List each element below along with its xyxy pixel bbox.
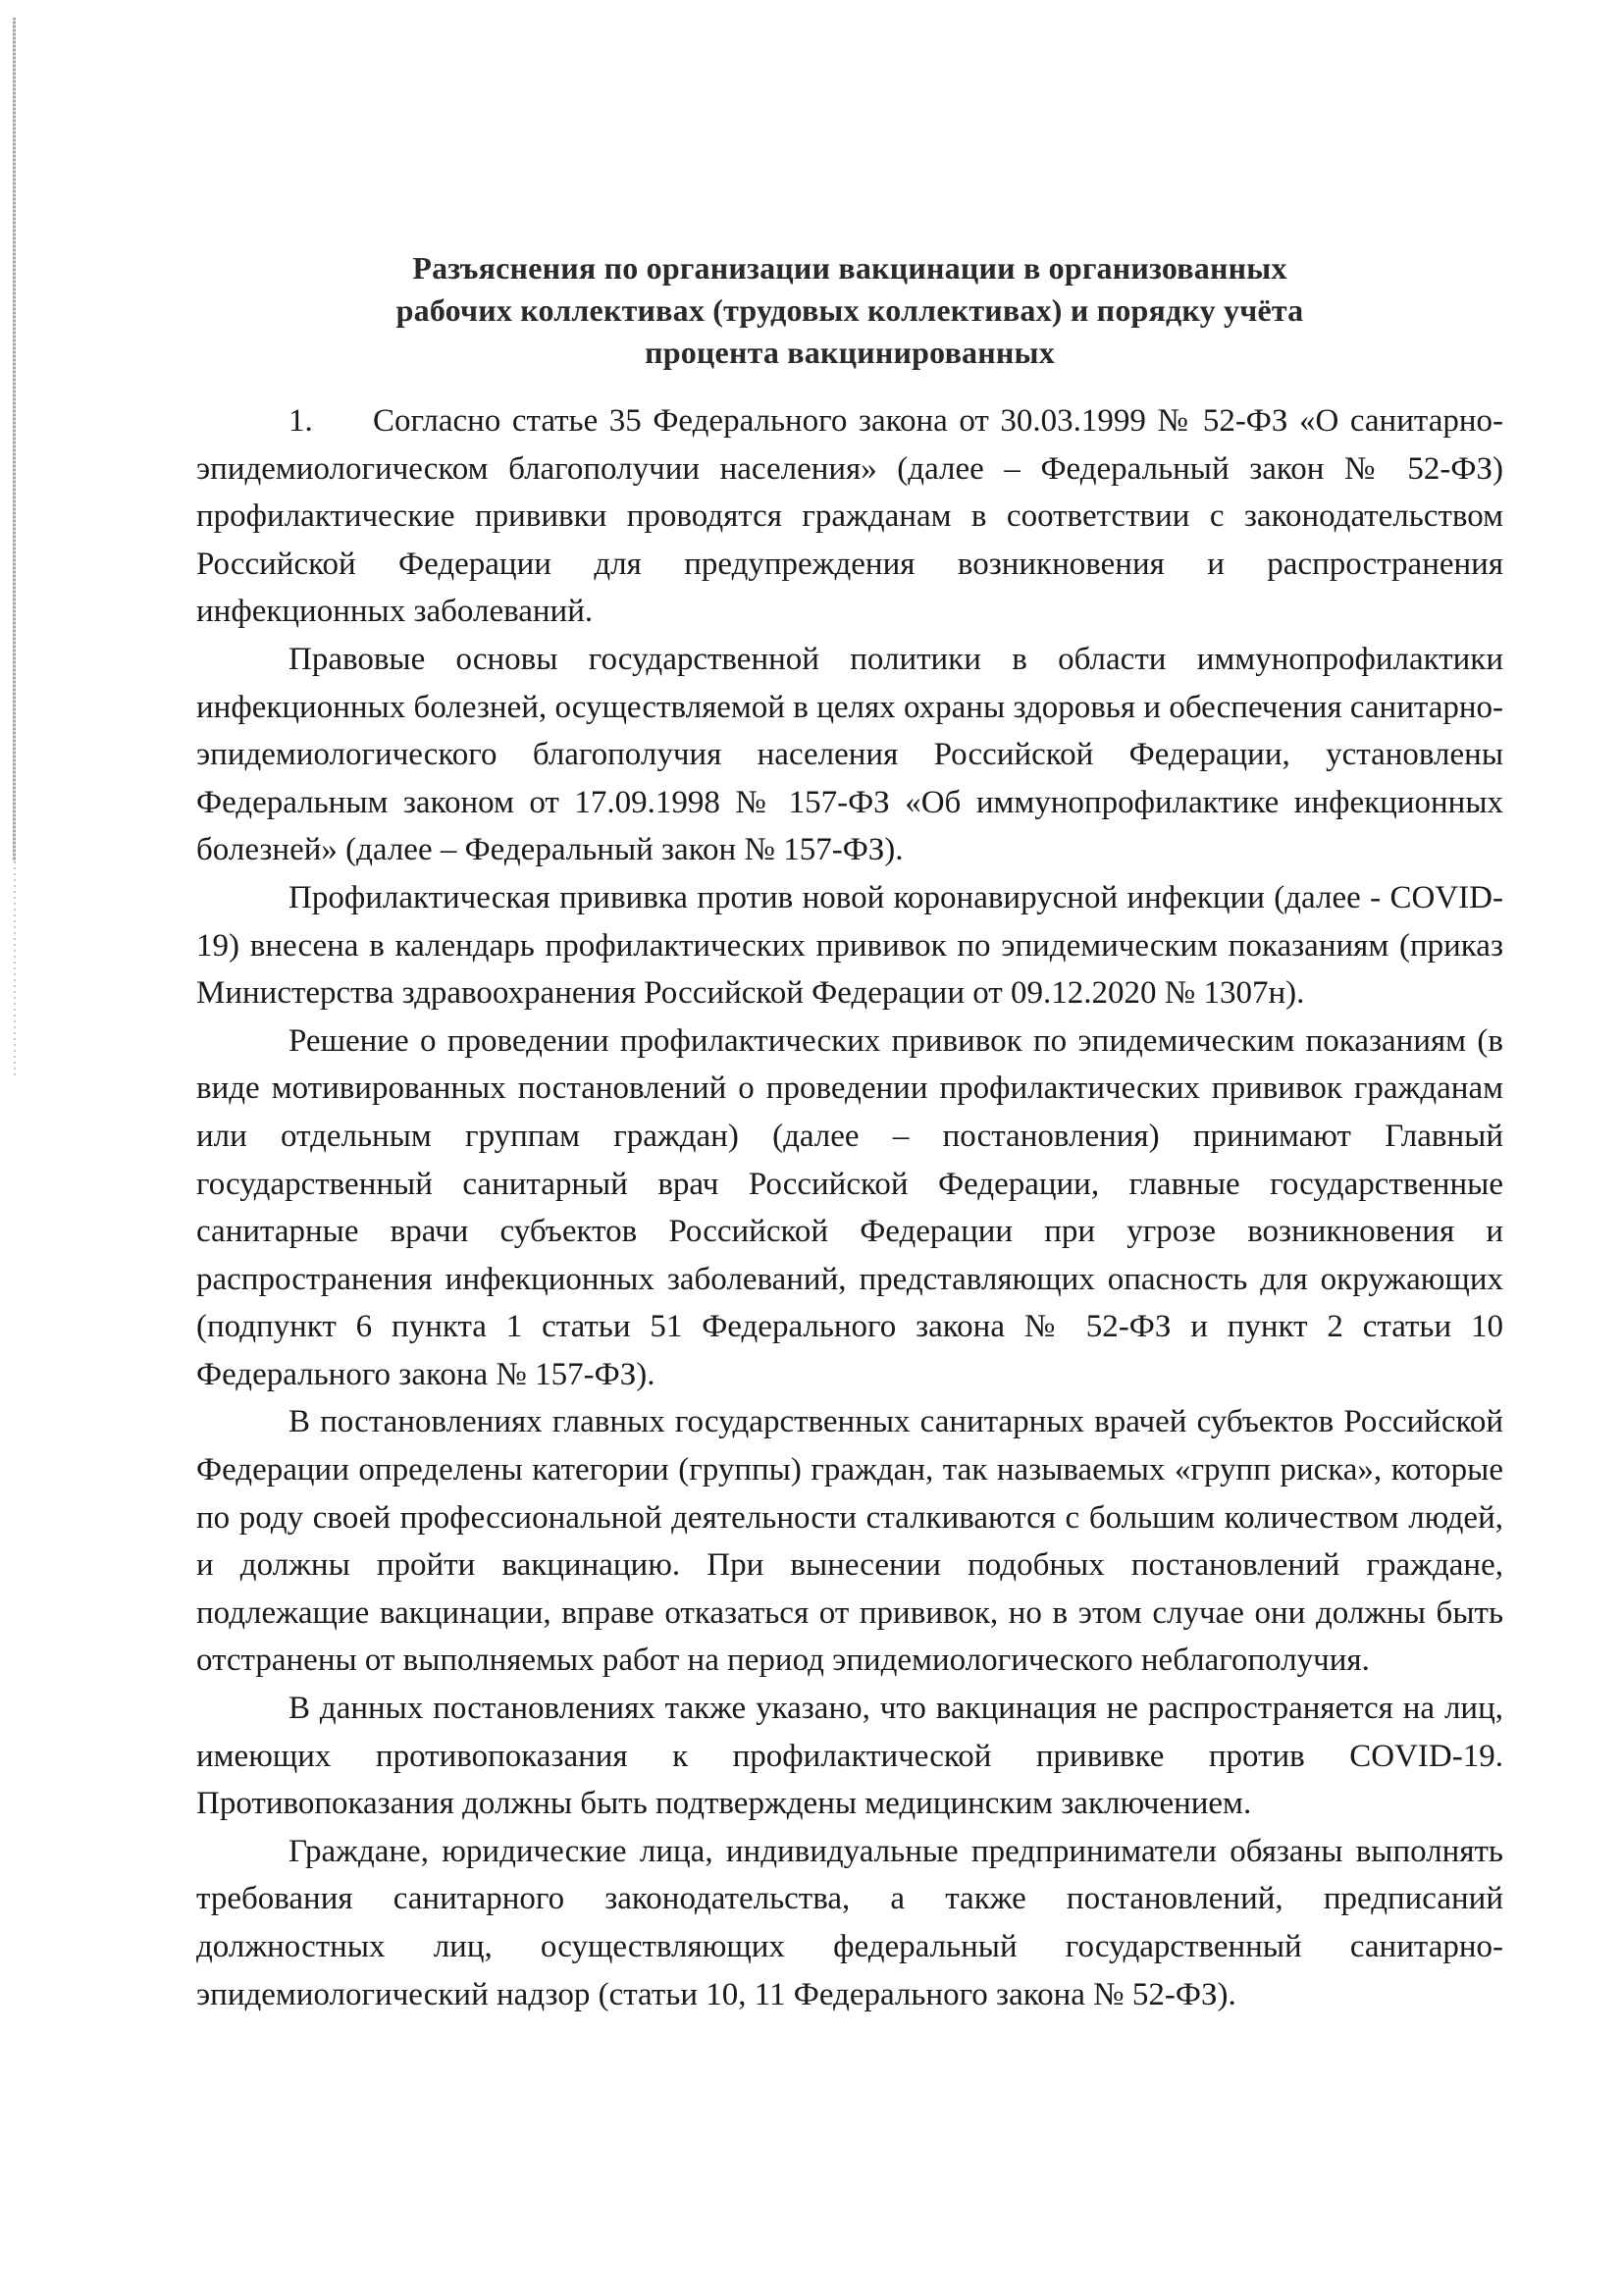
paragraph-5: В постановлениях главных государственных санитарных врачей субъектов Российской Федерации определены категории (группы) граждан, так называемых «групп риска», которые по роду своей профессиональной деятельности сталкиваются с большим количеством людей, и должны пройти вакцинацию. При вынесении подобных постановлений граждане, подлежащие вакцинации, вправе отказаться от прививок, но в этом случае они должны быть отстранены от выполняемых работ на период эпидемиологического неблагополучия. xyxy=(196,1404,1503,1679)
paragraph-text: Согласно статье 35 Федерального закона от 30.03.1999 № 52-ФЗ «О санитарно-эпидемиологическом благополучии населения» (далее – Федеральный закон № 52-ФЗ) профилактические прививки проводятся гражданам в соответствии с законодательством Российской Федерации для предупреждения возникновения и распространения инфекционных заболеваний. xyxy=(196,403,1503,630)
document-title xyxy=(196,247,1503,374)
paragraph-1 xyxy=(196,397,1503,636)
paragraph-3: Профилактическая прививка против новой коронавирусной инфекции (далее - COVID-19) внесена в календарь профилактических прививок по эпидемическим показаниям (приказ Министерства здравоохранения Российской Федерации от 09.12.2020 № 1307н). xyxy=(196,879,1503,1012)
document-page xyxy=(196,247,1503,2018)
section-number: 1. xyxy=(288,403,313,439)
paragraph-2: Правовые основы государственной политики в области иммунопрофилактики инфекционных болезней, осуществляемой в целях охраны здоровья и обеспечения санитарно-эпидемиологического благополучия населения Российской Федерации, установлены Федеральным законом от 17.09.1998 № 157-ФЗ «Об иммунопрофилактике инфекционных болезней» (далее – Федеральный закон № 157-ФЗ). xyxy=(196,641,1503,868)
title-line: рабочих коллективах (трудовых коллективах) и порядку учёта xyxy=(395,292,1304,328)
paragraph-7: Граждане, юридические лица, индивидуальные предприниматели обязаны выполнять требования санитарного законодательства, а также постановлений, предписаний должностных лиц, осуществляющих федеральный государственный санитарно-эпидемиологический надзор (статьи 10, 11 Федерального закона № 52-ФЗ). xyxy=(196,1833,1503,2012)
title-line: процента вакцинированных xyxy=(645,335,1055,370)
scanner-edge-artifact-faint xyxy=(14,861,16,1077)
title-line: Разъяснения по организации вакцинации в организованных xyxy=(412,250,1287,286)
paragraph-6: В данных постановлениях также указано, что вакцинация не распространяется на лиц, имеющих противопоказания к профилактической прививке против COVID-19. Противопоказания должны быть подтверждены медицинским заключением. xyxy=(196,1691,1503,1822)
scanner-edge-artifact xyxy=(13,18,16,861)
paragraph-4: Решение о проведении профилактических прививок по эпидемическим показаниям (в виде мотивированных постановлений о проведении профилактических прививок гражданам или отдельным группам граждан) (далее – постановления) принимают Главный государственный санитарный врач Российской Федерации, главные государственные санитарные врачи субъектов Российской Федерации при угрозе возникновения и распространения инфекционных заболеваний, представляющих опасность для окружающих (подпункт 6 пункта 1 статьи 51 Федерального закона № 52-ФЗ и пункт 2 статьи 10 Федерального закона № 157-ФЗ). xyxy=(196,1022,1503,1392)
